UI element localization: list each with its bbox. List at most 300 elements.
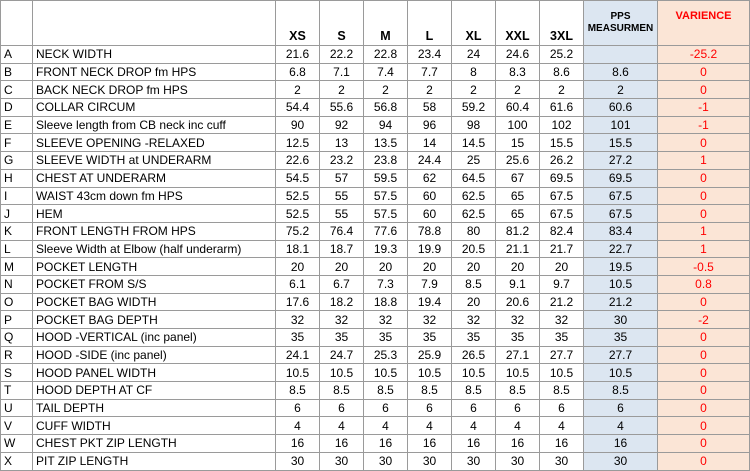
size-xl-cell[interactable]: 25: [452, 152, 496, 170]
size-l-cell[interactable]: 19.9: [408, 240, 452, 258]
size-s-cell[interactable]: 13: [320, 134, 364, 152]
size-xl-cell[interactable]: 2: [452, 81, 496, 99]
variance-cell[interactable]: 0: [658, 399, 750, 417]
size-xxl-cell[interactable]: 10.5: [496, 364, 540, 382]
table-row: [1, 63, 750, 81]
row-code-cell[interactable]: S: [1, 364, 33, 382]
row-description-cell[interactable]: PIT ZIP LENGTH: [33, 452, 276, 470]
size-3xl-cell[interactable]: 32: [540, 311, 584, 329]
header-size-xxl[interactable]: XXL: [496, 1, 540, 46]
size-xs-cell[interactable]: 54.5: [276, 169, 320, 187]
row-description-cell[interactable]: HOOD -VERTICAL (inc panel): [33, 329, 276, 347]
variance-cell[interactable]: 0: [658, 205, 750, 223]
row-description-cell[interactable]: SLEEVE OPENING -RELAXED: [33, 134, 276, 152]
table-row: [1, 134, 750, 152]
size-xl-cell[interactable]: 8.5: [452, 275, 496, 293]
size-xxl-cell[interactable]: 60.4: [496, 99, 540, 117]
size-3xl-cell[interactable]: 20: [540, 258, 584, 276]
table-row: [1, 46, 750, 64]
size-l-cell[interactable]: 78.8: [408, 222, 452, 240]
row-code-cell[interactable]: P: [1, 311, 33, 329]
size-s-cell[interactable]: 55.6: [320, 99, 364, 117]
row-description-cell[interactable]: NECK WIDTH: [33, 46, 276, 64]
row-code-cell[interactable]: B: [1, 63, 33, 81]
size-m-cell[interactable]: 59.5: [364, 169, 408, 187]
size-xxl-cell[interactable]: 16: [496, 435, 540, 453]
size-xxl-cell[interactable]: 9.1: [496, 275, 540, 293]
size-m-cell[interactable]: 7.4: [364, 63, 408, 81]
size-3xl-cell[interactable]: 16: [540, 435, 584, 453]
size-s-cell[interactable]: 23.2: [320, 152, 364, 170]
row-code-cell[interactable]: G: [1, 152, 33, 170]
size-l-cell[interactable]: 6: [408, 399, 452, 417]
pps-measurement-cell[interactable]: 35: [584, 329, 658, 347]
size-xs-cell[interactable]: 32: [276, 311, 320, 329]
size-l-cell[interactable]: 35: [408, 329, 452, 347]
row-code-cell[interactable]: I: [1, 187, 33, 205]
size-xl-cell[interactable]: 62.5: [452, 187, 496, 205]
size-xxl-cell[interactable]: 15: [496, 134, 540, 152]
table-row: [1, 399, 750, 417]
table-row: [1, 329, 750, 347]
header-size-s[interactable]: S: [320, 1, 364, 46]
row-description-cell[interactable]: SLEEVE WIDTH at UNDERARM: [33, 152, 276, 170]
size-m-cell[interactable]: 30: [364, 452, 408, 470]
size-l-cell[interactable]: 23.4: [408, 46, 452, 64]
size-3xl-cell[interactable]: 35: [540, 329, 584, 347]
size-xl-cell[interactable]: 4: [452, 417, 496, 435]
size-xs-cell[interactable]: 10.5: [276, 364, 320, 382]
row-code-cell[interactable]: O: [1, 293, 33, 311]
table-row: [1, 116, 750, 134]
variance-cell[interactable]: -0.5: [658, 258, 750, 276]
size-m-cell[interactable]: 13.5: [364, 134, 408, 152]
size-l-cell[interactable]: 7.9: [408, 275, 452, 293]
pps-measurement-cell[interactable]: 101: [584, 116, 658, 134]
size-xl-cell[interactable]: 30: [452, 452, 496, 470]
row-code-cell[interactable]: Q: [1, 329, 33, 347]
size-3xl-cell[interactable]: 69.5: [540, 169, 584, 187]
size-xxl-cell[interactable]: 65: [496, 205, 540, 223]
size-m-cell[interactable]: 32: [364, 311, 408, 329]
variance-cell[interactable]: -2: [658, 311, 750, 329]
row-description-cell[interactable]: COLLAR CIRCUM: [33, 99, 276, 117]
size-m-cell[interactable]: 94: [364, 116, 408, 134]
row-code-cell[interactable]: T: [1, 382, 33, 400]
size-3xl-cell[interactable]: 21.2: [540, 293, 584, 311]
size-3xl-cell[interactable]: 27.7: [540, 346, 584, 364]
size-m-cell[interactable]: 19.3: [364, 240, 408, 258]
row-description-cell[interactable]: TAIL DEPTH: [33, 399, 276, 417]
size-xs-cell[interactable]: 6.1: [276, 275, 320, 293]
table-row: [1, 364, 750, 382]
variance-cell[interactable]: -25.2: [658, 46, 750, 64]
variance-cell[interactable]: 0: [658, 417, 750, 435]
size-l-cell[interactable]: 24.4: [408, 152, 452, 170]
size-l-cell[interactable]: 58: [408, 99, 452, 117]
row-description-cell[interactable]: WAIST 43cm down fm HPS: [33, 187, 276, 205]
size-3xl-cell[interactable]: 26.2: [540, 152, 584, 170]
variance-cell[interactable]: 0: [658, 364, 750, 382]
size-xs-cell[interactable]: 8.5: [276, 382, 320, 400]
row-description-cell[interactable]: POCKET BAG DEPTH: [33, 311, 276, 329]
table-row: [1, 152, 750, 170]
size-s-cell[interactable]: 22.2: [320, 46, 364, 64]
size-xxl-cell[interactable]: 2: [496, 81, 540, 99]
variance-cell[interactable]: 0.8: [658, 275, 750, 293]
size-s-cell[interactable]: 6: [320, 399, 364, 417]
size-s-cell[interactable]: 92: [320, 116, 364, 134]
size-xl-cell[interactable]: 26.5: [452, 346, 496, 364]
row-code-cell[interactable]: R: [1, 346, 33, 364]
size-m-cell[interactable]: 35: [364, 329, 408, 347]
size-xxl-cell[interactable]: 35: [496, 329, 540, 347]
table-row: [1, 81, 750, 99]
size-3xl-cell[interactable]: 25.2: [540, 46, 584, 64]
pps-measurement-cell[interactable]: 67.5: [584, 187, 658, 205]
variance-cell[interactable]: 1: [658, 152, 750, 170]
variance-cell[interactable]: 0: [658, 81, 750, 99]
size-xl-cell[interactable]: 16: [452, 435, 496, 453]
variance-cell[interactable]: 0: [658, 382, 750, 400]
size-xl-cell[interactable]: 24: [452, 46, 496, 64]
pps-measurement-cell[interactable]: 27.2: [584, 152, 658, 170]
row-code-cell[interactable]: J: [1, 205, 33, 223]
size-m-cell[interactable]: 77.6: [364, 222, 408, 240]
size-s-cell[interactable]: 18.7: [320, 240, 364, 258]
pps-measurement-cell[interactable]: 10.5: [584, 275, 658, 293]
size-s-cell[interactable]: 30: [320, 452, 364, 470]
size-l-cell[interactable]: 60: [408, 187, 452, 205]
variance-cell[interactable]: 0: [658, 435, 750, 453]
size-xxl-cell[interactable]: 30: [496, 452, 540, 470]
pps-measurement-cell[interactable]: [584, 46, 658, 64]
size-l-cell[interactable]: 19.4: [408, 293, 452, 311]
size-s-cell[interactable]: 55: [320, 205, 364, 223]
size-3xl-cell[interactable]: 21.7: [540, 240, 584, 258]
size-m-cell[interactable]: 10.5: [364, 364, 408, 382]
size-m-cell[interactable]: 57.5: [364, 187, 408, 205]
size-l-cell[interactable]: 96: [408, 116, 452, 134]
size-xs-cell[interactable]: 17.6: [276, 293, 320, 311]
table-row: [1, 187, 750, 205]
size-xs-cell[interactable]: 75.2: [276, 222, 320, 240]
size-xl-cell[interactable]: 80: [452, 222, 496, 240]
header-code-cell[interactable]: [1, 1, 33, 46]
size-3xl-cell[interactable]: 67.5: [540, 187, 584, 205]
size-xxl-cell[interactable]: 20: [496, 258, 540, 276]
variance-cell[interactable]: 0: [658, 187, 750, 205]
row-code-cell[interactable]: M: [1, 258, 33, 276]
size-xl-cell[interactable]: 98: [452, 116, 496, 134]
header-size-m[interactable]: M: [364, 1, 408, 46]
size-xl-cell[interactable]: 14.5: [452, 134, 496, 152]
size-xl-cell[interactable]: 8: [452, 63, 496, 81]
row-code-cell[interactable]: U: [1, 399, 33, 417]
size-m-cell[interactable]: 25.3: [364, 346, 408, 364]
size-l-cell[interactable]: 25.9: [408, 346, 452, 364]
size-xs-cell[interactable]: 6: [276, 399, 320, 417]
size-s-cell[interactable]: 2: [320, 81, 364, 99]
size-xs-cell[interactable]: 35: [276, 329, 320, 347]
row-description-cell[interactable]: POCKET LENGTH: [33, 258, 276, 276]
size-s-cell[interactable]: 10.5: [320, 364, 364, 382]
table-row: [1, 275, 750, 293]
size-l-cell[interactable]: 2: [408, 81, 452, 99]
table-row: [1, 346, 750, 364]
size-xxl-cell[interactable]: 100: [496, 116, 540, 134]
pps-label-line-1: PPS: [610, 11, 631, 22]
pps-measurement-cell[interactable]: 30: [584, 452, 658, 470]
size-m-cell[interactable]: 7.3: [364, 275, 408, 293]
size-3xl-cell[interactable]: 8.6: [540, 63, 584, 81]
pps-measurement-cell[interactable]: 2: [584, 81, 658, 99]
size-xxl-cell[interactable]: 65: [496, 187, 540, 205]
size-xs-cell[interactable]: 90: [276, 116, 320, 134]
size-xxl-cell[interactable]: 8.3: [496, 63, 540, 81]
size-xxl-cell[interactable]: 4: [496, 417, 540, 435]
table-row: [1, 258, 750, 276]
row-code-cell[interactable]: A: [1, 46, 33, 64]
pps-measurement-cell[interactable]: 6: [584, 399, 658, 417]
row-description-cell[interactable]: CUFF WIDTH: [33, 417, 276, 435]
size-s-cell[interactable]: 18.2: [320, 293, 364, 311]
size-l-cell[interactable]: 30: [408, 452, 452, 470]
size-m-cell[interactable]: 23.8: [364, 152, 408, 170]
pps-measurement-cell[interactable]: 10.5: [584, 364, 658, 382]
size-l-cell[interactable]: 4: [408, 417, 452, 435]
row-description-cell[interactable]: FRONT NECK DROP fm HPS: [33, 63, 276, 81]
size-3xl-cell[interactable]: 102: [540, 116, 584, 134]
size-xxl-cell[interactable]: 21.1: [496, 240, 540, 258]
size-l-cell[interactable]: 8.5: [408, 382, 452, 400]
size-s-cell[interactable]: 16: [320, 435, 364, 453]
variance-cell[interactable]: 0: [658, 63, 750, 81]
row-description-cell[interactable]: FRONT LENGTH FROM HPS: [33, 222, 276, 240]
row-code-cell[interactable]: K: [1, 222, 33, 240]
header-size-l[interactable]: L: [408, 1, 452, 46]
size-xs-cell[interactable]: 52.5: [276, 205, 320, 223]
size-xl-cell[interactable]: 8.5: [452, 382, 496, 400]
size-xl-cell[interactable]: 62.5: [452, 205, 496, 223]
size-3xl-cell[interactable]: 2: [540, 81, 584, 99]
row-code-cell[interactable]: W: [1, 435, 33, 453]
size-xs-cell[interactable]: 54.4: [276, 99, 320, 117]
size-3xl-cell[interactable]: 9.7: [540, 275, 584, 293]
size-xs-cell[interactable]: 16: [276, 435, 320, 453]
size-xs-cell[interactable]: 18.1: [276, 240, 320, 258]
size-s-cell[interactable]: 8.5: [320, 382, 364, 400]
size-xl-cell[interactable]: 59.2: [452, 99, 496, 117]
pps-measurement-cell[interactable]: 27.7: [584, 346, 658, 364]
size-s-cell[interactable]: 76.4: [320, 222, 364, 240]
pps-measurement-cell[interactable]: 69.5: [584, 169, 658, 187]
row-code-cell[interactable]: V: [1, 417, 33, 435]
size-xl-cell[interactable]: 10.5: [452, 364, 496, 382]
table-row: [1, 169, 750, 187]
header-row: [1, 1, 750, 46]
size-l-cell[interactable]: 32: [408, 311, 452, 329]
variance-cell[interactable]: 0: [658, 329, 750, 347]
row-code-cell[interactable]: C: [1, 81, 33, 99]
row-description-cell[interactable]: POCKET FROM S/S: [33, 275, 276, 293]
size-xs-cell[interactable]: 20: [276, 258, 320, 276]
header-size-xl[interactable]: XL: [452, 1, 496, 46]
size-xs-cell[interactable]: 6.8: [276, 63, 320, 81]
size-m-cell[interactable]: 56.8: [364, 99, 408, 117]
pps-measurement-cell[interactable]: 60.6: [584, 99, 658, 117]
size-xl-cell[interactable]: 64.5: [452, 169, 496, 187]
table-row: [1, 435, 750, 453]
size-3xl-cell[interactable]: 10.5: [540, 364, 584, 382]
size-xxl-cell[interactable]: 25.6: [496, 152, 540, 170]
size-s-cell[interactable]: 57: [320, 169, 364, 187]
size-s-cell[interactable]: 20: [320, 258, 364, 276]
variance-cell[interactable]: 0: [658, 346, 750, 364]
header-size-3xl[interactable]: 3XL: [540, 1, 584, 46]
size-l-cell[interactable]: 16: [408, 435, 452, 453]
size-l-cell[interactable]: 62: [408, 169, 452, 187]
pps-label-line-2: MEASURMEN: [587, 23, 654, 34]
table-row: [1, 293, 750, 311]
size-3xl-cell[interactable]: 61.6: [540, 99, 584, 117]
size-s-cell[interactable]: 35: [320, 329, 364, 347]
row-code-cell[interactable]: F: [1, 134, 33, 152]
size-xs-cell[interactable]: 12.5: [276, 134, 320, 152]
row-description-cell[interactable]: HOOD PANEL WIDTH: [33, 364, 276, 382]
pps-measurement-cell[interactable]: 8.6: [584, 63, 658, 81]
size-s-cell[interactable]: 24.7: [320, 346, 364, 364]
size-s-cell[interactable]: 4: [320, 417, 364, 435]
size-xxl-cell[interactable]: 81.2: [496, 222, 540, 240]
row-description-cell[interactable]: HOOD DEPTH AT CF: [33, 382, 276, 400]
size-xs-cell[interactable]: 24.1: [276, 346, 320, 364]
size-xxl-cell[interactable]: 6: [496, 399, 540, 417]
pps-measurement-cell[interactable]: 8.5: [584, 382, 658, 400]
pps-measurement-cell[interactable]: 30: [584, 311, 658, 329]
size-xxl-cell[interactable]: 20.6: [496, 293, 540, 311]
variance-cell[interactable]: 1: [658, 222, 750, 240]
row-description-cell[interactable]: BACK NECK DROP fm HPS: [33, 81, 276, 99]
size-m-cell[interactable]: 16: [364, 435, 408, 453]
pps-measurement-cell[interactable]: 67.5: [584, 205, 658, 223]
size-l-cell[interactable]: 60: [408, 205, 452, 223]
variance-cell[interactable]: 1: [658, 240, 750, 258]
row-code-cell[interactable]: N: [1, 275, 33, 293]
variance-cell[interactable]: 0: [658, 134, 750, 152]
size-s-cell[interactable]: 32: [320, 311, 364, 329]
size-xl-cell[interactable]: 32: [452, 311, 496, 329]
table-row: [1, 382, 750, 400]
size-m-cell[interactable]: 18.8: [364, 293, 408, 311]
size-xl-cell[interactable]: 35: [452, 329, 496, 347]
size-l-cell[interactable]: 14: [408, 134, 452, 152]
table-row: [1, 417, 750, 435]
row-description-cell[interactable]: Sleeve Width at Elbow (half underarm): [33, 240, 276, 258]
size-xl-cell[interactable]: 20.5: [452, 240, 496, 258]
size-xxl-cell[interactable]: 32: [496, 311, 540, 329]
pps-measurement-cell[interactable]: 4: [584, 417, 658, 435]
size-m-cell[interactable]: 57.5: [364, 205, 408, 223]
pps-measurement-cell[interactable]: 15.5: [584, 134, 658, 152]
size-l-cell[interactable]: 10.5: [408, 364, 452, 382]
size-3xl-cell[interactable]: 67.5: [540, 205, 584, 223]
size-xxl-cell[interactable]: 67: [496, 169, 540, 187]
row-description-cell[interactable]: HEM: [33, 205, 276, 223]
pps-measurement-cell[interactable]: 19.5: [584, 258, 658, 276]
size-m-cell[interactable]: 4: [364, 417, 408, 435]
table-row: [1, 311, 750, 329]
pps-measurement-cell[interactable]: 83.4: [584, 222, 658, 240]
size-m-cell[interactable]: 8.5: [364, 382, 408, 400]
header-pps-measurement[interactable]: [584, 1, 658, 46]
row-description-cell[interactable]: POCKET BAG WIDTH: [33, 293, 276, 311]
size-xs-cell[interactable]: 22.6: [276, 152, 320, 170]
variance-cell[interactable]: 0: [658, 452, 750, 470]
row-description-cell[interactable]: CHEST AT UNDERARM: [33, 169, 276, 187]
row-code-cell[interactable]: E: [1, 116, 33, 134]
table-row: [1, 205, 750, 223]
header-description-cell[interactable]: [33, 1, 276, 46]
row-code-cell[interactable]: L: [1, 240, 33, 258]
size-3xl-cell[interactable]: 4: [540, 417, 584, 435]
size-m-cell[interactable]: 22.8: [364, 46, 408, 64]
size-l-cell[interactable]: 7.7: [408, 63, 452, 81]
variance-cell[interactable]: -1: [658, 116, 750, 134]
size-m-cell[interactable]: 6: [364, 399, 408, 417]
size-3xl-cell[interactable]: 15.5: [540, 134, 584, 152]
size-m-cell[interactable]: 2: [364, 81, 408, 99]
size-xxl-cell[interactable]: 8.5: [496, 382, 540, 400]
size-xs-cell[interactable]: 52.5: [276, 187, 320, 205]
table-row: [1, 222, 750, 240]
pps-measurement-cell[interactable]: 16: [584, 435, 658, 453]
row-code-cell[interactable]: X: [1, 452, 33, 470]
size-m-cell[interactable]: 20: [364, 258, 408, 276]
size-3xl-cell[interactable]: 6: [540, 399, 584, 417]
size-xs-cell[interactable]: 4: [276, 417, 320, 435]
size-3xl-cell[interactable]: 30: [540, 452, 584, 470]
pps-measurement-cell[interactable]: 21.2: [584, 293, 658, 311]
size-3xl-cell[interactable]: 82.4: [540, 222, 584, 240]
size-xxl-cell[interactable]: 27.1: [496, 346, 540, 364]
size-xxl-cell[interactable]: 24.6: [496, 46, 540, 64]
size-xs-cell[interactable]: 21.6: [276, 46, 320, 64]
size-s-cell[interactable]: 7.1: [320, 63, 364, 81]
row-description-cell[interactable]: HOOD -SIDE (inc panel): [33, 346, 276, 364]
size-3xl-cell[interactable]: 8.5: [540, 382, 584, 400]
size-xs-cell[interactable]: 2: [276, 81, 320, 99]
variance-cell[interactable]: 0: [658, 293, 750, 311]
row-description-cell[interactable]: CHEST PKT ZIP LENGTH: [33, 435, 276, 453]
header-size-xs[interactable]: XS: [276, 1, 320, 46]
row-code-cell[interactable]: H: [1, 169, 33, 187]
size-xl-cell[interactable]: 20: [452, 258, 496, 276]
header-variance[interactable]: VARIENCE: [658, 1, 750, 46]
pps-measurement-cell[interactable]: 22.7: [584, 240, 658, 258]
size-xl-cell[interactable]: 6: [452, 399, 496, 417]
row-code-cell[interactable]: D: [1, 99, 33, 117]
size-s-cell[interactable]: 6.7: [320, 275, 364, 293]
variance-cell[interactable]: 0: [658, 169, 750, 187]
size-l-cell[interactable]: 20: [408, 258, 452, 276]
variance-cell[interactable]: -1: [658, 99, 750, 117]
row-description-cell[interactable]: Sleeve length from CB neck inc cuff: [33, 116, 276, 134]
measurement-rows: [1, 46, 750, 471]
size-xs-cell[interactable]: 30: [276, 452, 320, 470]
size-s-cell[interactable]: 55: [320, 187, 364, 205]
size-xl-cell[interactable]: 20: [452, 293, 496, 311]
